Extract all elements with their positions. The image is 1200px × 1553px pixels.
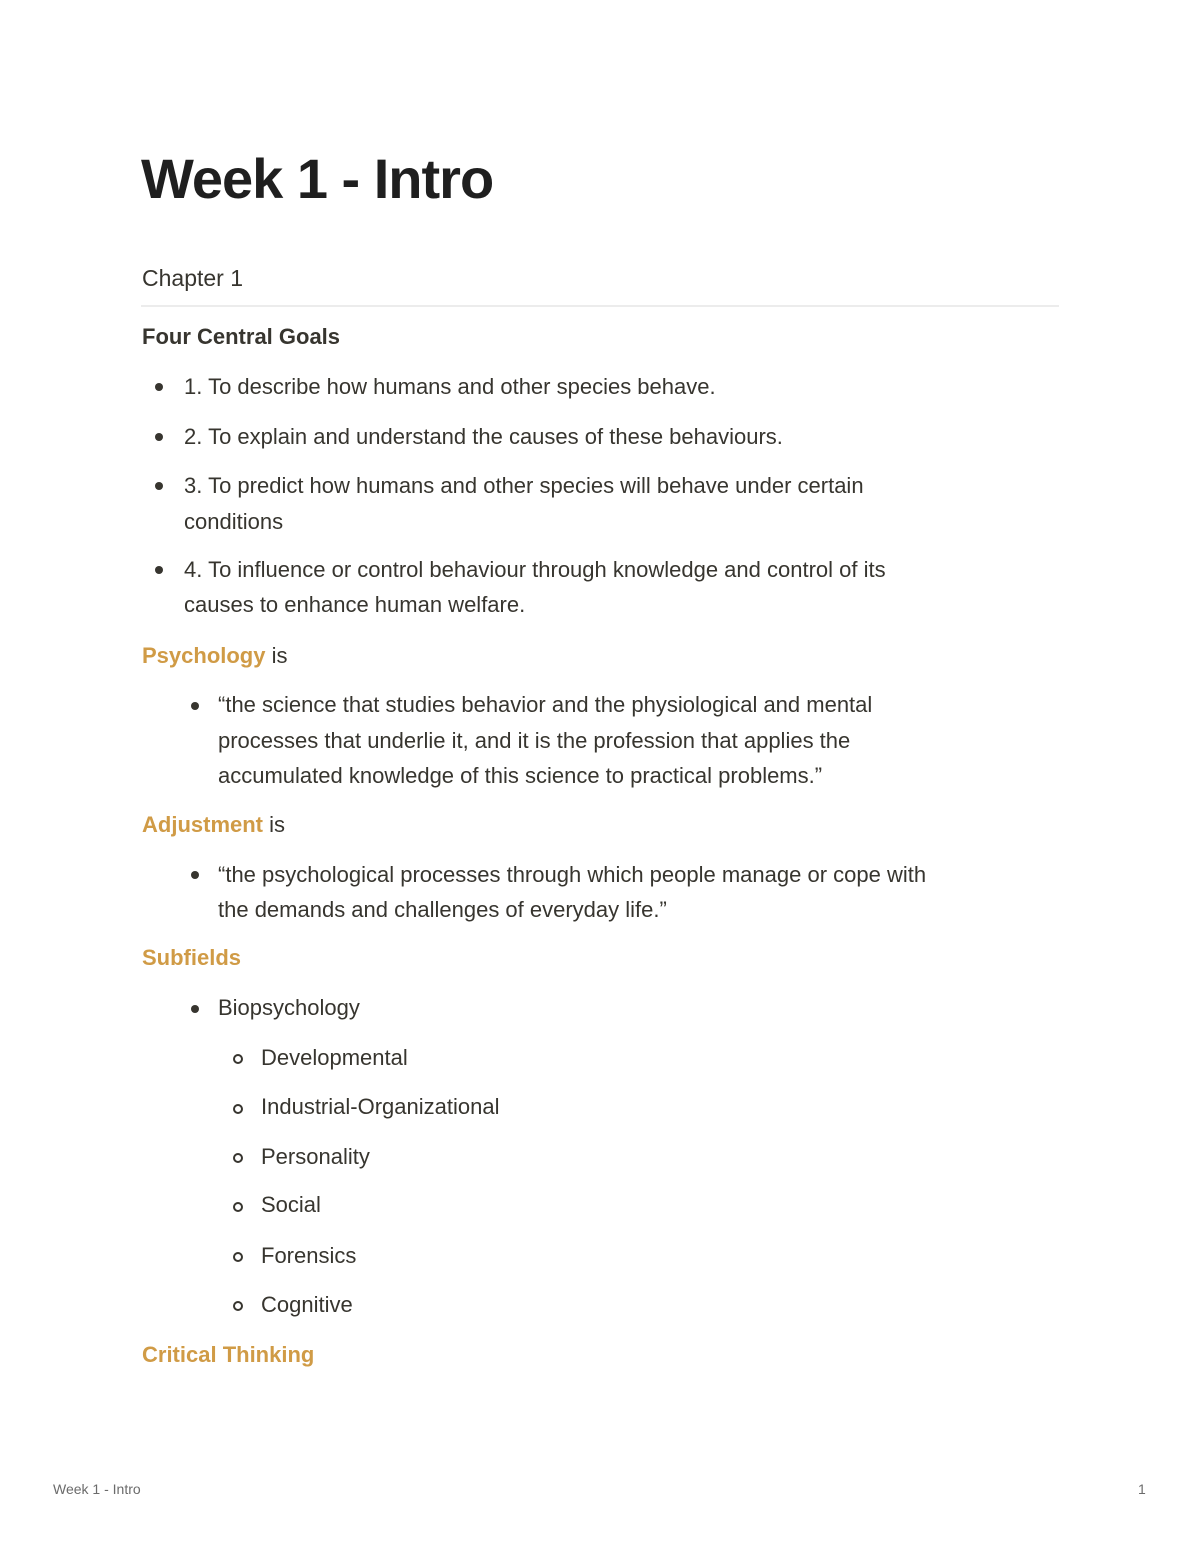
subfield-item: Cognitive	[261, 1292, 353, 1317]
ring-bullet-icon	[233, 1153, 243, 1163]
adjustment-term: Adjustment	[142, 812, 263, 837]
goal-line: 2. To explain and understand the causes of these behaviours.	[184, 424, 783, 449]
ring-bullet-icon	[233, 1104, 243, 1114]
subfield-item: Industrial-Organizational	[261, 1094, 500, 1119]
definition-line: accumulated knowledge of this science to practical problems.”	[218, 763, 823, 788]
bullet-icon	[191, 702, 199, 710]
adjustment-heading	[142, 810, 285, 840]
bullet-icon	[155, 566, 163, 574]
subfields-heading: Subfields	[142, 945, 242, 970]
definition-line: processes that underlie it, and it is the profession that applies the	[218, 728, 851, 753]
page-title: Week 1 - Intro	[141, 147, 494, 210]
goal-line: 4. To influence or control behaviour through knowledge and control of its	[184, 557, 886, 582]
psychology-term: Psychology	[142, 643, 266, 668]
subfield-item: Social	[261, 1192, 321, 1217]
subfield-item: Developmental	[261, 1045, 408, 1070]
definition-line: the demands and challenges of everyday life.”	[218, 897, 667, 922]
goal-line: 3. To predict how humans and other species will behave under certain	[184, 473, 864, 498]
goal-line: causes to enhance human welfare.	[184, 592, 526, 617]
ring-bullet-icon	[233, 1202, 243, 1212]
psychology-suffix: is	[265, 643, 288, 668]
definition-line: “the science that studies behavior and the physiological and mental	[218, 692, 873, 717]
bullet-icon	[155, 433, 163, 441]
subfield-top: Biopsychology	[218, 995, 360, 1020]
bullet-icon	[191, 871, 199, 879]
definition-line: “the psychological processes through which people manage or cope with	[218, 862, 927, 887]
divider	[141, 305, 1059, 307]
chapter-label: Chapter 1	[142, 265, 244, 291]
psychology-heading	[142, 641, 287, 671]
critical-thinking-heading: Critical Thinking	[142, 1342, 315, 1367]
footer-title: Week 1 - Intro	[53, 1481, 141, 1497]
subfield-item: Forensics	[261, 1243, 357, 1268]
subfield-item: Personality	[261, 1144, 370, 1169]
adjustment-suffix: is	[263, 812, 285, 837]
bullet-icon	[191, 1005, 199, 1013]
ring-bullet-icon	[233, 1301, 243, 1311]
bullet-icon	[155, 383, 163, 391]
goals-heading: Four Central Goals	[142, 324, 341, 349]
goal-line: 1. To describe how humans and other species behave.	[184, 374, 716, 399]
goal-line: conditions	[184, 509, 284, 534]
ring-bullet-icon	[233, 1252, 243, 1262]
footer-page-number: 1	[1138, 1481, 1146, 1497]
ring-bullet-icon	[233, 1054, 243, 1064]
bullet-icon	[155, 482, 163, 490]
